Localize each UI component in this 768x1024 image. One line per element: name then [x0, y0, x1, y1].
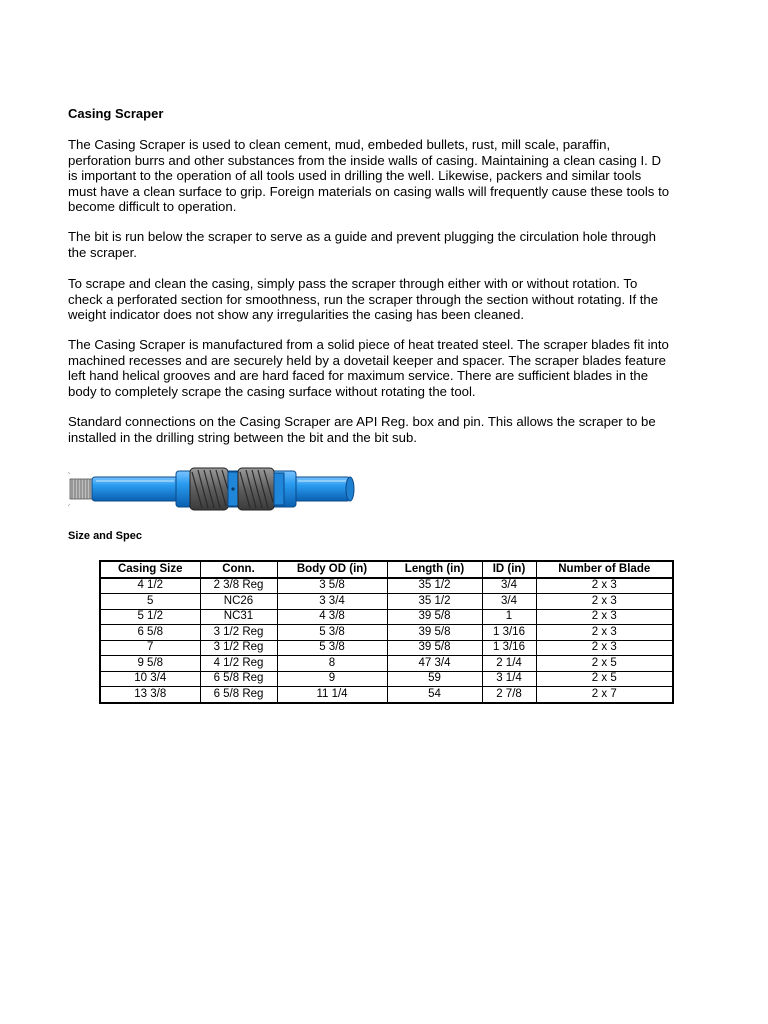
table-cell: 10 3/4 [100, 671, 200, 687]
table-cell: 35 1/2 [387, 594, 482, 610]
paragraph-manufacture [68, 337, 708, 399]
table-cell: 4 3/8 [277, 609, 387, 625]
table-cell: 13 3/8 [100, 687, 200, 703]
table-cell: 6 5/8 [100, 625, 200, 641]
paragraph-line: perforation burrs and other substances from the inside walls of casing. Maintaining a clean casing I. D [68, 152, 662, 168]
pin-thread-icon [68, 472, 94, 506]
paragraph-line: must have a clean surface to grip. Foreign materials on casing walls will frequently cause these tools to [68, 183, 670, 199]
paragraph-connections [68, 414, 708, 445]
scraper-blade-icon [190, 468, 228, 510]
scraper-blade-icon [238, 468, 274, 510]
paragraph-purpose [68, 137, 708, 215]
table-cell: 3 1/2 Reg [200, 640, 277, 656]
table-cell: 3/4 [482, 594, 536, 610]
table-cell: NC31 [200, 609, 277, 625]
paragraph-bit [68, 229, 708, 260]
table-cell: 7 [100, 640, 200, 656]
table-cell: 1 [482, 609, 536, 625]
table-cell: 6 5/8 Reg [200, 671, 277, 687]
table-cell: 1 3/16 [482, 640, 536, 656]
document-title: Casing Scraper [68, 106, 164, 121]
table-cell: 5 3/8 [277, 640, 387, 656]
table-cell: 4 1/2 [100, 578, 200, 594]
table-cell: 2 x 3 [536, 578, 673, 594]
column-header: Length (in) [387, 561, 482, 578]
table-cell: 1 3/16 [482, 625, 536, 641]
table-cell: 5 [100, 594, 200, 610]
casing-scraper-illustration [68, 462, 358, 516]
table-cell: 2 x 3 [536, 640, 673, 656]
table-cell: 2 x 5 [536, 656, 673, 672]
table-cell: 59 [387, 671, 482, 687]
column-header: ID (in) [482, 561, 536, 578]
table-cell: 2 1/4 [482, 656, 536, 672]
table-cell: 2 x 3 [536, 594, 673, 610]
table-cell: 9 [277, 671, 387, 687]
spec-table [99, 560, 674, 704]
table-row [100, 687, 673, 703]
table-cell: 3/4 [482, 578, 536, 594]
table-cell: 3 1/4 [482, 671, 536, 687]
table-cell: 5 1/2 [100, 609, 200, 625]
column-header: Body OD (in) [277, 561, 387, 578]
table-cell: 39 5/8 [387, 640, 482, 656]
paragraph-line: The Casing Scraper is manufactured from a solid piece of heat treated steel. The scraper blades fit into [68, 337, 669, 352]
table-header-row [100, 561, 673, 578]
table-cell: 47 3/4 [387, 656, 482, 672]
table-row [100, 656, 673, 672]
table-cell: 3 3/4 [277, 594, 387, 610]
paragraph-line: body to completely scrape the casing surface without rotating the tool. [68, 383, 476, 399]
column-header: Number of Blade [536, 561, 673, 578]
paragraph-line: is important to the operation of all tools used in drilling the well. Likewise, packers and similar tools [68, 168, 642, 183]
table-cell: 2 x 3 [536, 625, 673, 641]
table-cell: 5 3/8 [277, 625, 387, 641]
paragraph-usage [68, 276, 708, 323]
paragraph-line: weight indicator does not show any irregularities the casing has been cleaned. [68, 307, 524, 322]
paragraph-line: The Casing Scraper is used to clean cement, mud, embeded bullets, rust, mill scale, paraffin, [68, 137, 611, 152]
table-cell: 4 1/2 Reg [200, 656, 277, 672]
table-cell: 54 [387, 687, 482, 703]
paragraph-line: become difficult to operation. [68, 199, 237, 214]
table-row [100, 640, 673, 656]
table-cell: 2 3/8 Reg [200, 578, 277, 594]
paragraph-line: left hand helical grooves and are hard faced for maximum service. There are sufficient blades in the [68, 368, 649, 383]
table-cell: 2 7/8 [482, 687, 536, 703]
column-header: Conn. [200, 561, 277, 578]
paragraph-line: Standard connections on the Casing Scraper are API Reg. box and pin. This allows the scraper to be [68, 414, 656, 429]
table-cell: NC26 [200, 594, 277, 610]
table-cell: 8 [277, 656, 387, 672]
table-cell: 2 x 5 [536, 671, 673, 687]
paragraph-line: To scrape and clean the casing, simply pass the scraper through either with or without rotation. To [68, 276, 638, 291]
table-cell: 35 1/2 [387, 578, 482, 594]
table-cell: 3 5/8 [277, 578, 387, 594]
table-cell: 3 1/2 Reg [200, 625, 277, 641]
table-cell: 11 1/4 [277, 687, 387, 703]
table-cell: 39 5/8 [387, 609, 482, 625]
paragraph-line: the scraper. [68, 244, 137, 260]
table-cell: 39 5/8 [387, 625, 482, 641]
table-cell: 2 x 7 [536, 687, 673, 703]
table-cell: 6 5/8 Reg [200, 687, 277, 703]
paragraph-line: The bit is run below the scraper to serve as a guide and prevent plugging the circulation hole through [68, 229, 656, 244]
paragraph-line: installed in the drilling string between the bit and the bit sub. [68, 429, 417, 445]
table-row [100, 594, 673, 610]
table-row [100, 671, 673, 687]
size-spec-heading: Size and Spec [68, 530, 142, 542]
table-cell: 2 x 3 [536, 609, 673, 625]
column-header: Casing Size [100, 561, 200, 578]
paragraph-line: check a perforated section for smoothness, run the scraper through the section without rotating. If the [68, 291, 659, 307]
paragraph-line: machined recesses and are securely held by a dovetail keeper and spacer. The scraper blades feature [68, 352, 666, 368]
table-row [100, 625, 673, 641]
table-row [100, 609, 673, 625]
table-cell: 9 5/8 [100, 656, 200, 672]
table-row [100, 578, 673, 594]
